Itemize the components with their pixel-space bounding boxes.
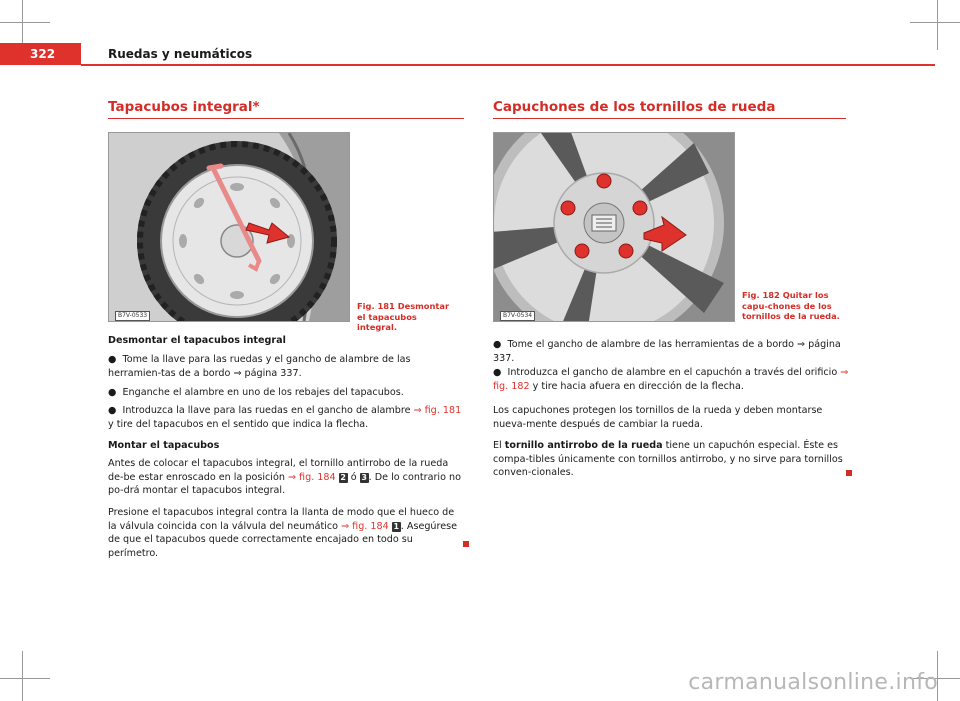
- figure-182-image: [493, 132, 735, 322]
- figure-code: B7V-0533: [115, 311, 150, 321]
- paragraph: El tornillo antirrobo de la rueda tiene un capuchón especial. Éste es compa-tibles únicamente con tornillos antirrobo, y no sirve para tornillos conven-cionales.: [493, 440, 843, 478]
- chapter-title: Ruedas y neumáticos: [108, 47, 253, 61]
- section-rule: [493, 118, 846, 119]
- wheel-bolt-caps-illustration: [494, 133, 734, 321]
- fig-184-link[interactable]: ⇒ fig. 184: [287, 471, 336, 483]
- crop-mark: [910, 22, 960, 23]
- figure-182-caption: Fig. 182 Quitar los capu-chones de los tornillos de la rueda.: [742, 290, 840, 321]
- heading-mount-hubcap: Montar el tapacubos: [108, 440, 220, 451]
- fig-181-link[interactable]: ⇒ fig. 181: [413, 405, 462, 416]
- page-number: 322: [30, 47, 56, 61]
- watermark: carmanualsonline.info: [688, 670, 938, 695]
- section-title-bolt-caps: Capuchones de los tornillos de rueda: [493, 99, 776, 115]
- heading-remove-hubcap: Desmontar el tapacubos integral: [108, 335, 286, 346]
- section-end-mark: [846, 470, 852, 476]
- figure-181-caption: Fig. 181 Desmontar el tapacubos integral.: [357, 301, 450, 332]
- section-title-hubcap: Tapacubos integral*: [108, 99, 260, 115]
- paragraph: Presione el tapacubos integral contra la llanta de modo que el hueco de la válvula coincida con la válvula del neumático ⇒ fig. 184 1 . Asegúrese de que el tapacubos quede correctamente encajado en todo su perímetro.: [108, 507, 458, 559]
- section-rule: [108, 118, 464, 119]
- fig-182-link[interactable]: ⇒ fig. 182: [493, 367, 849, 392]
- section-end-mark: [463, 541, 469, 547]
- hubcap-illustration: [109, 133, 349, 321]
- bullet-item: ● Tome la llave para las ruedas y el gancho de alambre de las herramien-tas de a bordo ⇒ página 337.: [108, 354, 411, 379]
- crop-mark: [937, 0, 938, 50]
- bullet-item: ● Tome el gancho de alambre de las herramientas de a bordo ⇒ página 337.: [493, 339, 841, 364]
- callout-number: 1: [393, 521, 400, 531]
- crop-mark: [22, 651, 23, 701]
- header-rule: [81, 64, 935, 66]
- callout-number: 2: [340, 472, 346, 482]
- callout-number: 3: [361, 472, 367, 482]
- bullet-item: ● Enganche el alambre en uno de los rebajes del tapacubos.: [108, 387, 404, 398]
- figure-181-image: [108, 132, 350, 322]
- fig-184-link[interactable]: ⇒ fig. 184: [341, 520, 389, 532]
- bullet-item: ● Introduzca la llave para las ruedas en el gancho de alambre ⇒ fig. 181 y tire del tapacubos en el sentido que indica la flecha.: [108, 405, 462, 430]
- bullet-item: ● Introduzca el gancho de alambre en el capuchón a través del orificio ⇒ fig. 182 y tire hacia afuera en dirección de la flecha.: [493, 367, 849, 392]
- figure-code: B7V-0534: [500, 311, 535, 321]
- paragraph: Los capuchones protegen los tornillos de la rueda y deben montarse nueva-mente después de cambiar la rueda.: [493, 405, 823, 430]
- paragraph: Antes de colocar el tapacubos integral, el tornillo antirrobo de la rueda de-be estar enroscado en la posición ⇒ fig. 184 2 ó 3 . De lo contrario no po-drá montar el tapacubos integral.: [108, 458, 461, 496]
- crop-mark: [0, 678, 50, 679]
- crop-mark: [0, 22, 50, 23]
- page-number-box: [0, 43, 81, 65]
